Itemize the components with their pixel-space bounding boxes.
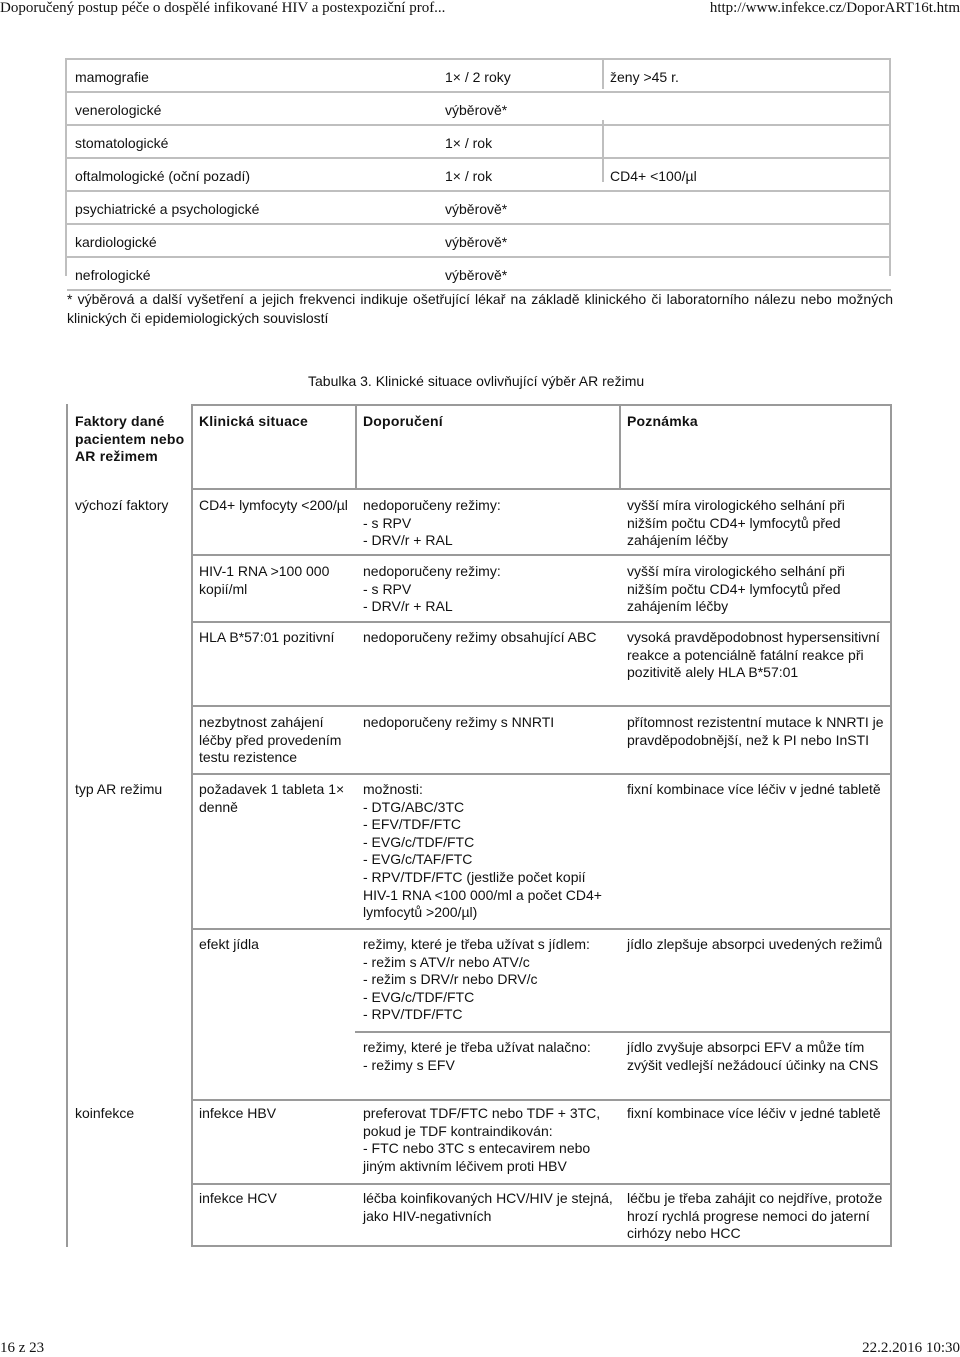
exam-frequency: výběrově* [445, 234, 508, 250]
group-label: koinfekce [75, 1105, 135, 1121]
situation-cell: CD4+ lymfocyty <200/µl [199, 497, 348, 513]
recommendation-cell: režimy, které je třeba užívat nalačno: - režimy s EFV [363, 1039, 591, 1073]
note-cell: vyšší míra virologického selhání při nižším počtu CD4+ lymfocytů před zahájením léčby [627, 497, 845, 549]
exam-frequency-table [67, 58, 891, 291]
page-header [0, 0, 960, 20]
note-cell: přítomnost rezistentní mutace k NNRTI je pravděpodobnější, než k PI nebo InSTI [627, 714, 884, 748]
situation-cell: HLA B*57:01 pozitivní [199, 629, 335, 645]
table-row [67, 190, 891, 223]
table-row [67, 157, 891, 190]
note-cell: vysoká pravděpodobnost hypersensitivní reakce a potenciálně fatální reakce při pozitivitě alely HLA B*57:01 [627, 629, 880, 681]
exam-note: ženy >45 r. [610, 69, 679, 85]
situation-cell: HIV-1 RNA >100 000 kopií/ml [199, 563, 330, 597]
exam-name: kardiologické [75, 234, 157, 250]
header-factor: Faktory dané pacientem nebo AR režimem [75, 413, 185, 465]
header-recommendation: Doporučení [363, 413, 443, 429]
situation-cell: infekce HCV [199, 1190, 277, 1206]
exam-name: mamografie [75, 69, 149, 85]
situation-cell: efekt jídla [199, 936, 259, 952]
recommendation-cell: možnosti: - DTG/ABC/3TC - EFV/TDF/FTC - EVG/c/TDF/FTC - EVG/c/TAF/FTC - RPV/TDF/FTC (jestliže počet kopií HIV-1 RNA <100 000/ml a počet CD4+ lymfocytů >200/µl) [363, 781, 602, 921]
page-number: 16 z 23 [0, 1340, 45, 1356]
recommendation-cell: nedoporučeny režimy obsahující ABC [363, 629, 597, 645]
note-cell: léčbu je třeba zahájit co nejdříve, protože hrozí rychlá progrese nemoci do jaterní cirhózy nebo HCC [627, 1190, 883, 1242]
exam-frequency: 1× / rok [445, 135, 493, 151]
exam-frequency: výběrově* [445, 267, 508, 283]
table-row [67, 124, 891, 157]
exam-frequency: 1× / rok [445, 168, 493, 184]
table-row [67, 223, 891, 256]
exam-name: oftalmologické (oční pozadí) [75, 168, 251, 184]
table-row [67, 256, 891, 291]
print-datetime: 22.2.2016 10:30 [862, 1340, 960, 1356]
note-cell: fixní kombinace více léčiv v jedné tabletě [627, 1105, 881, 1121]
document-title: Doporučený postup péče o dospělé infikované HIV a postexpoziční prof... [0, 0, 446, 16]
group-label: výchozí faktory [75, 497, 169, 513]
header-note: Poznámka [627, 413, 698, 429]
note-cell: jídlo zlepšuje absorpci uvedených režimů [627, 936, 883, 952]
document-url[interactable]: http://www.infekce.cz/DoporART16t.htm [709, 0, 960, 16]
situation-cell: nezbytnost zahájení léčby před provedením testu rezistence [199, 714, 342, 766]
situation-cell: infekce HBV [199, 1105, 277, 1121]
note-cell: jídlo zvyšuje absorpci EFV a může tím zvýšit vedlejší nežádoucí účinky na CNS [627, 1039, 879, 1073]
group-label: typ AR režimu [75, 781, 163, 797]
exam-note: CD4+ <100/µl [610, 168, 697, 184]
footnote: * výběrová a další vyšetření a jejich frekvenci indikuje ošetřující lékař na základě klinického či laboratorního nálezu nebo možných klinických či epidemiologických souvislostí [67, 291, 893, 326]
table-row [67, 58, 891, 91]
exam-name: nefrologické [75, 267, 151, 283]
situation-cell: požadavek 1 tableta 1× denně [199, 781, 345, 815]
exam-frequency: výběrově* [445, 102, 508, 118]
recommendation-cell: nedoporučeny režimy s NNRTI [363, 714, 555, 730]
page-footer [0, 1340, 960, 1357]
exam-frequency: 1× / 2 roky [445, 69, 511, 85]
recommendation-cell: preferovat TDF/FTC nebo TDF + 3TC, pokud je TDF kontraindikován: - FTC nebo 3TC s entecavirem nebo jiným aktivním léčivem proti HBV [363, 1105, 601, 1174]
recommendation-cell: nedoporučeny režimy: - s RPV - DRV/r + RAL [363, 497, 501, 549]
note-cell: fixní kombinace více léčiv v jedné tabletě [627, 781, 881, 797]
note-cell: vyšší míra virologického selhání při nižším počtu CD4+ lymfocytů před zahájením léčby [627, 563, 845, 615]
exam-name: psychiatrické a psychologické [75, 201, 260, 217]
table-caption: Tabulka 3. Klinické situace ovlivňující výběr AR režimu [308, 373, 645, 389]
table-row [67, 91, 891, 124]
exam-name: stomatologické [75, 135, 169, 151]
recommendation-cell: nedoporučeny režimy: - s RPV - DRV/r + RAL [363, 563, 501, 615]
recommendation-cell: režimy, které je třeba užívat s jídlem: - režim s ATV/r nebo ATV/c - režim s DRV/r nebo DRV/c - EVG/c/TDF/FTC - RPV/TDF/FTC [363, 936, 590, 1023]
exam-name: venerologické [75, 102, 162, 118]
recommendation-cell: léčba koinfikovaných HCV/HIV je stejná, jako HIV-negativních [363, 1190, 613, 1224]
header-situation: Klinická situace [199, 413, 309, 429]
exam-frequency: výběrově* [445, 201, 508, 217]
